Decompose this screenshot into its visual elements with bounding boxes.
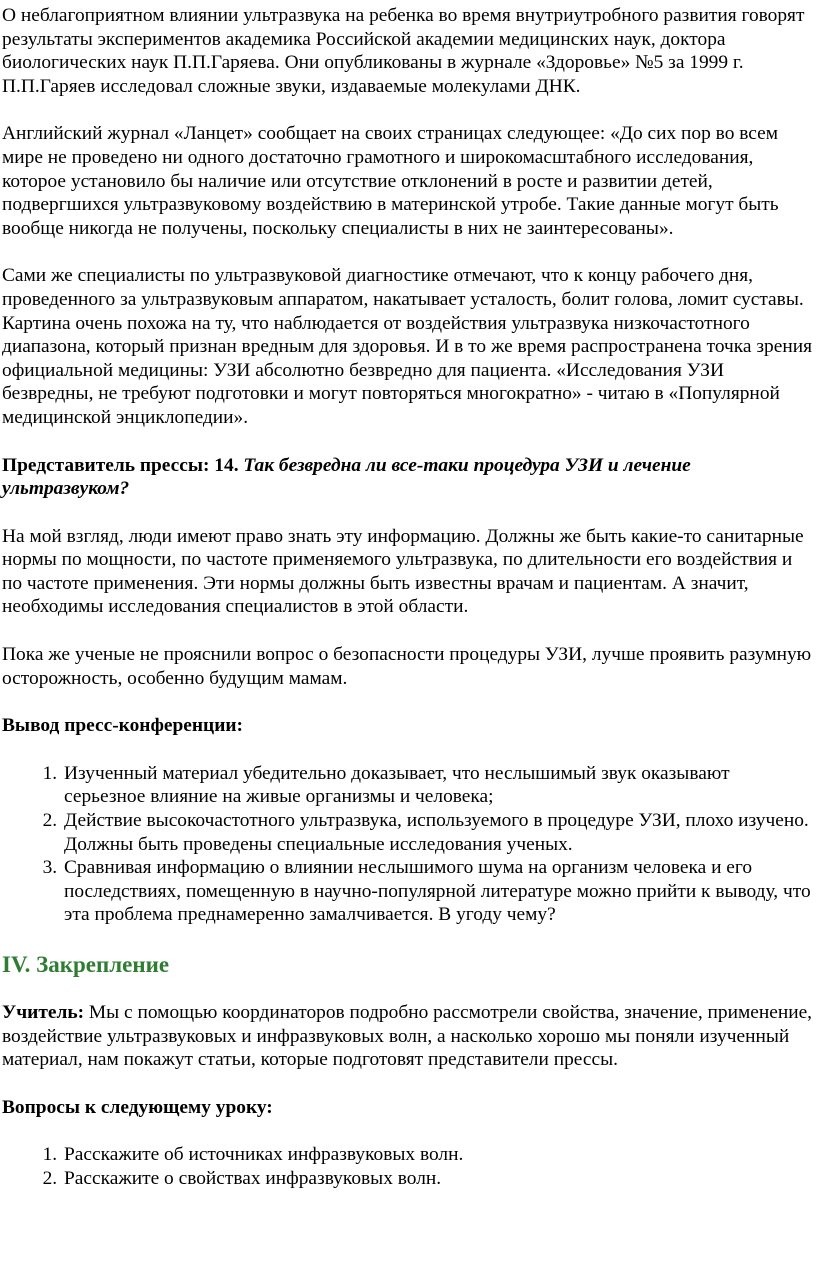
- list-item: 2. Действие высокочастотного ультразвука, используемого в процедуре УЗИ, плохо изучено. Должны быть проведены специальные исследования ученых.: [62, 809, 814, 856]
- paragraph-garyaev: О неблагоприятном влиянии ультразвука на ребенка во время внутриутробного развития говорят результаты экспериментов академика Российской академии медицинских наук, доктора биологических наук П.П.Гаряева. Они опубликованы в журнале «Здоровье» №5 за 1999 г. П.П.Гаряев исследовал сложные звуки, издаваемые молекулами ДНК.: [2, 5, 805, 97]
- paragraph-norms: На мой взгляд, люди имеют право знать эту информацию. Должны же быть какие-то санитарные нормы по мощности, по частоте применяемого ультразвука, по длительности его воздействия и по частоте применения. Эти нормы должны быть известны врачам и пациентам. А значит, необходимы исследования специалистов в этой области.: [2, 525, 804, 618]
- teacher-paragraph: [2, 1001, 814, 1072]
- paragraph-lancet: Английский журнал «Ланцет» сообщает на своих страницах следующее: «До сих пор во всем мире не проведено ни одного достаточно грамотного и широкомасштабного исследования, которое установило бы наличие или отсутствие отклонений в росте и развитии детей, подвергшихся ультразвуковому воздействию в материнской утробе. Такие данные могут быть вообще никогда не получены, поскольку специалисты в них не заинтересованы».: [2, 123, 779, 239]
- section-title: IV. Закрепление: [2, 952, 170, 977]
- conclusion-list: [2, 762, 814, 927]
- list-item: 3. Сравнивая информацию о влиянии неслышимого шума на организм человека и его последствиях, помещенную в научно-популярной литературе можно прийти к выводу, что эта проблема преднамеренно замалчивается. В угоду чему?: [62, 856, 814, 927]
- conclusion-heading: Вывод пресс-конференции:: [2, 715, 244, 737]
- paragraph-caution: Пока же ученые не прояснили вопрос о безопасности процедуры УЗИ, лучше проявить разумную осторожность, особенно будущим мамам.: [2, 644, 812, 689]
- list-item: 1. Изученный материал убедительно доказывает, что неслышимый звук оказывают серьезное влияние на живые организмы и человека;: [62, 762, 814, 809]
- next-lesson-heading: Вопросы к следующему уроку:: [2, 1096, 273, 1118]
- teacher-label: Учитель:: [2, 1002, 85, 1023]
- list-item: 1. Расскажите об источниках инфразвуковых волн.: [62, 1143, 814, 1167]
- paragraph-specialists: Сами же специалисты по ультразвуковой диагностике отмечают, что к концу рабочего дня, проведенного за ультразвуковым аппаратом, накатывает усталость, болит голова, ломит суставы. Картина очень похожа на ту, что наблюдается от воздействия ультразвука низкочастотного диапазона, который признан вредным для здоровья. И в то же время распространена точка зрения официальной медицины: УЗИ абсолютно безвредно для пациента. «Исследования УЗИ безвредны, не требуют подготовки и могут повторяться многократно» - читаю в «Популярной медицинской энциклопедии».: [2, 265, 813, 428]
- teacher-text: Мы с помощью координаторов подробно рассмотрели свойства, значение, применение, воздействие ультразвуковых и инфразвуковых волн, а насколько хорошо мы поняли изученный материал, нам покажут статьи, которые подготовят представители прессы.: [2, 1002, 813, 1071]
- press-label: Представитель прессы: 14.: [2, 454, 239, 476]
- next-lesson-list: [2, 1143, 814, 1190]
- press-question: Так безвредна ли все-таки процедура УЗИ и лечение ультразвуком?: [2, 454, 691, 500]
- list-item: 2. Расскажите о свойствах инфразвуковых волн.: [62, 1167, 814, 1191]
- press-question-paragraph: [2, 454, 814, 501]
